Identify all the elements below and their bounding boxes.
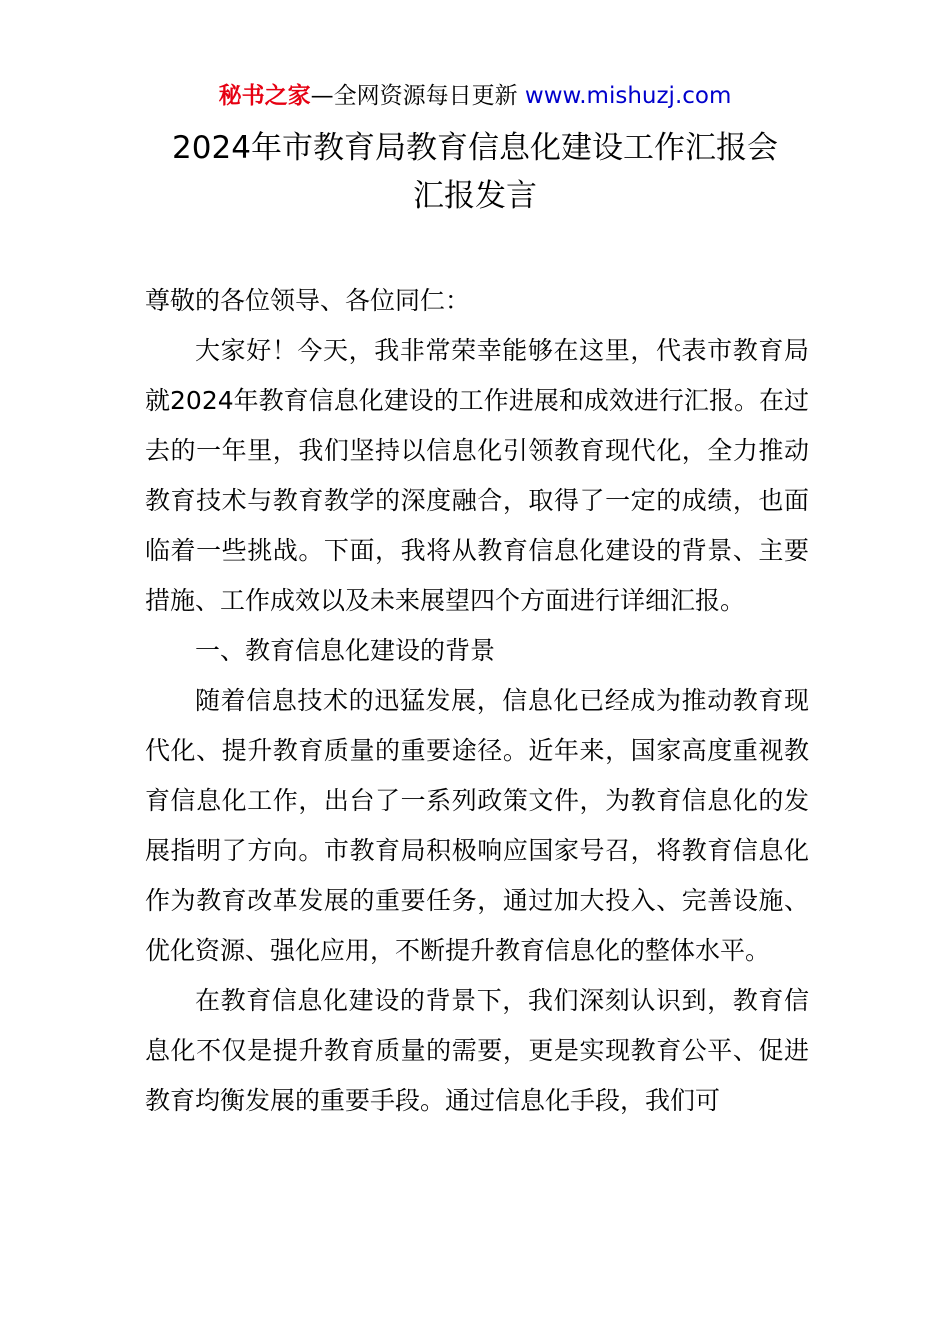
site-link[interactable]: www.mishuzj.com (524, 83, 732, 109)
salutation: 尊敬的各位领导、各位同仁： (145, 286, 471, 315)
paragraph-intro: 大家好！今天，我非常荣幸能够在这里，代表市教育局就2024年教育信息化建设的工作进展和成效进行汇报。在过去的一年里，我们坚持以信息化引领教育现代化，全力推动教育技术与教育教学的深度融合，取得了一定的成绩，也面临着一些挑战。下面，我将从教育信息化建设的背景、主要措施、工作成效以及未来展望四个方面进行详细汇报。 (145, 336, 809, 615)
header-tagline: —全网资源每日更新 (310, 83, 518, 109)
section-heading-background: 一、教育信息化建设的背景 (195, 636, 496, 665)
document-title-line-1: 2024年市教育局教育信息化建设工作汇报会 (172, 130, 778, 166)
document-body (145, 276, 809, 1126)
brand-name: 秘书之家 (218, 83, 311, 109)
paragraph-background-2: 在教育信息化建设的背景下，我们深刻认识到，教育信息化不仅是提升教育质量的需要，更是实现教育公平、促进教育均衡发展的重要手段。通过信息化手段，我们可 (145, 986, 809, 1115)
page-header (0, 80, 950, 112)
document-title-line-2: 汇报发言 (413, 178, 537, 214)
paragraph-background-1: 随着信息技术的迅猛发展，信息化已经成为推动教育现代化、提升教育质量的重要途径。近年来，国家高度重视教育信息化工作，出台了一系列政策文件，为教育信息化的发展指明了方向。市教育局积极响应国家号召，将教育信息化作为教育改革发展的重要任务，通过加大投入、完善设施、优化资源、强化应用，不断提升教育信息化的整体水平。 (145, 686, 809, 965)
